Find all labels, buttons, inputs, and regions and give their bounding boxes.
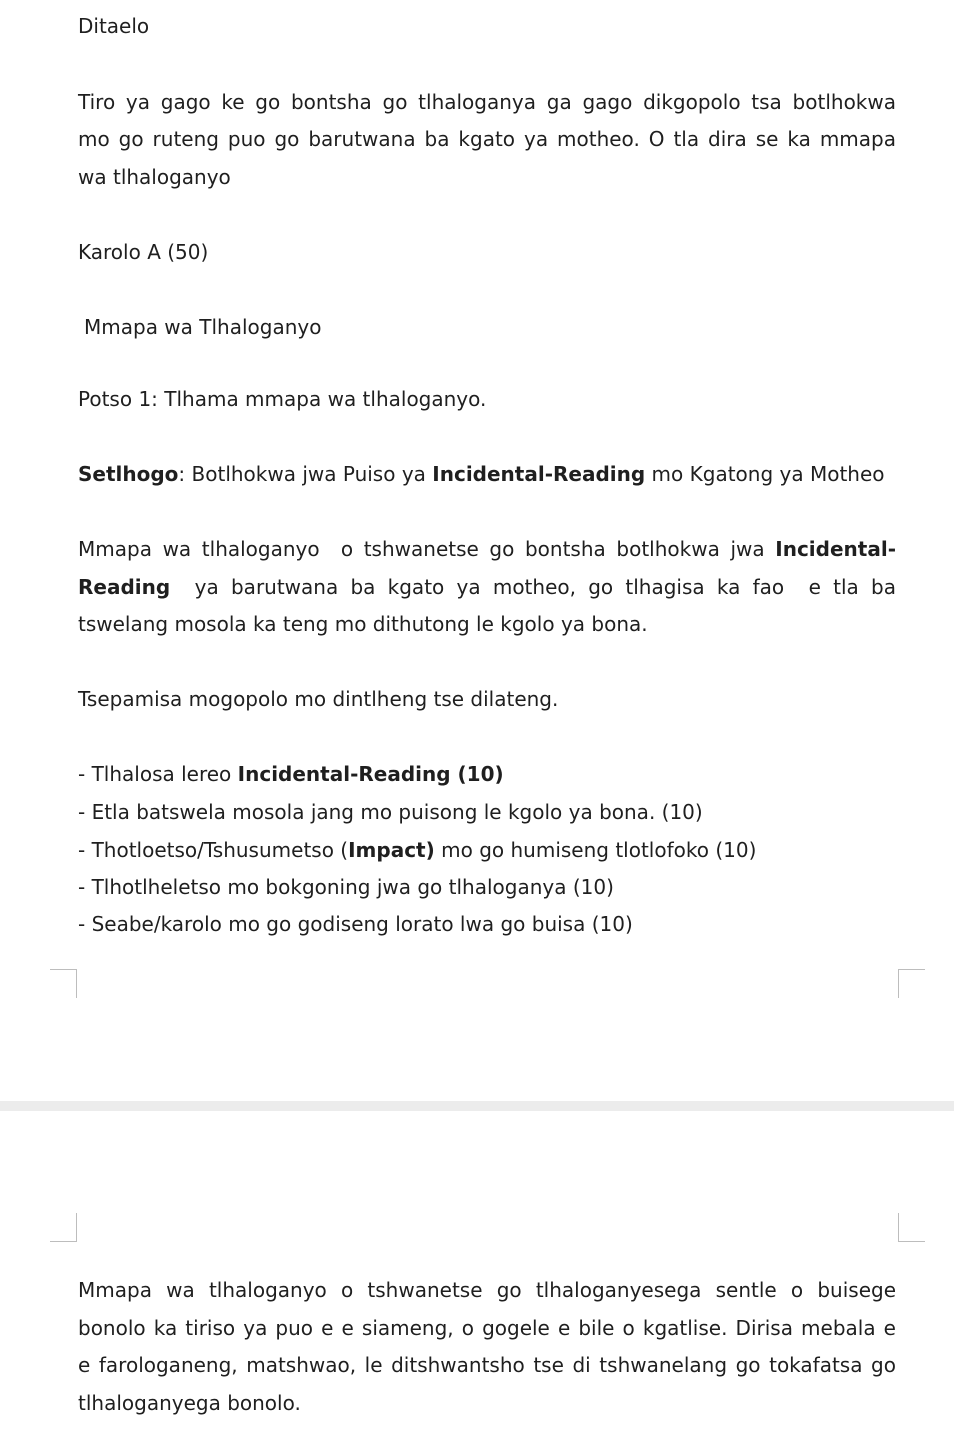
bullet-item-5: - Seabe/karolo mo go godiseng lorato lwa go buisa (10) bbox=[78, 912, 633, 936]
topic-text-after: mo Kgatong ya Motheo bbox=[645, 462, 885, 486]
intro-line-1: Tiro ya gago ke go bontsha go tlhaloganya ga gago dikgopolo tsa botlhokwa bbox=[78, 90, 896, 114]
description-line2-bold: Reading bbox=[78, 575, 171, 599]
description-line-3: tswelang mosola ka teng mo dithutong le kgolo ya bona. bbox=[78, 612, 648, 636]
page2-line-3: e farologaneng, matshwao, le ditshwantsho tse di tshwanelang go tokafatsa go bbox=[78, 1353, 896, 1377]
bullet-item-3 bbox=[78, 838, 756, 862]
topic-line bbox=[78, 462, 885, 486]
intro-line-3: wa tlhaloganyo bbox=[78, 165, 231, 189]
topic-text-before: : Botlhokwa jwa Puiso ya bbox=[178, 462, 433, 486]
bullet-item-2: - Etla batswela mosola jang mo puisong le kgolo ya bona. (10) bbox=[78, 800, 703, 824]
page-margin-corner-marker bbox=[898, 969, 925, 998]
subsection-title: Mmapa wa Tlhaloganyo bbox=[84, 315, 322, 339]
bullet-1-bold: Incidental-Reading (10) bbox=[237, 762, 504, 786]
topic-label: Setlhogo bbox=[78, 462, 179, 486]
page-margin-corner-marker bbox=[50, 969, 77, 998]
bullet-1-prefix: - Tlhalosa lereo bbox=[78, 762, 238, 786]
description-line2-text: ya barutwana ba kgato ya motheo, go tlhagisa ka fao e tla ba bbox=[170, 575, 896, 599]
description-line-2 bbox=[78, 575, 896, 599]
section-title: Karolo A (50) bbox=[78, 240, 209, 264]
page-margin-corner-marker bbox=[50, 1213, 77, 1242]
document-heading: Ditaelo bbox=[78, 14, 150, 38]
bullet-3-bold: Impact) bbox=[348, 838, 435, 862]
description-line1-bold: Incidental- bbox=[775, 537, 896, 561]
question-text: Potso 1: Tlhama mmapa wa tlhaloganyo. bbox=[78, 387, 487, 411]
description-line-1 bbox=[78, 537, 896, 561]
bullet-3-suffix: mo go humiseng tlotlofoko (10) bbox=[434, 838, 757, 862]
bullet-item-4: - Tlhotlheletso mo bokgoning jwa go tlhaloganya (10) bbox=[78, 875, 614, 899]
bullet-3-prefix: - Thotloetso/Tshusumetso ( bbox=[78, 838, 349, 862]
page-margin-corner-marker bbox=[898, 1213, 925, 1242]
intro-line-2: mo go ruteng puo go barutwana ba kgato ya motheo. O tla dira se ka mmapa bbox=[78, 127, 896, 151]
description-line1-text: Mmapa wa tlhaloganyo o tshwanetse go bontsha botlhokwa jwa bbox=[78, 537, 776, 561]
page2-line-1: Mmapa wa tlhaloganyo o tshwanetse go tlhaloganyesega sentle o buisege bbox=[78, 1278, 896, 1302]
topic-bold-term: Incidental-Reading bbox=[432, 462, 646, 486]
page2-line-2: bonolo ka tiriso ya puo e e siameng, o gogele e bile o kgatlise. Dirisa mebala e bbox=[78, 1316, 896, 1340]
instruction-text: Tsepamisa mogopolo mo dintlheng tse dilateng. bbox=[78, 687, 559, 711]
page2-line-4: tlhaloganyega bonolo. bbox=[78, 1391, 301, 1415]
bullet-item-1 bbox=[78, 762, 504, 786]
page-break bbox=[0, 1101, 954, 1111]
